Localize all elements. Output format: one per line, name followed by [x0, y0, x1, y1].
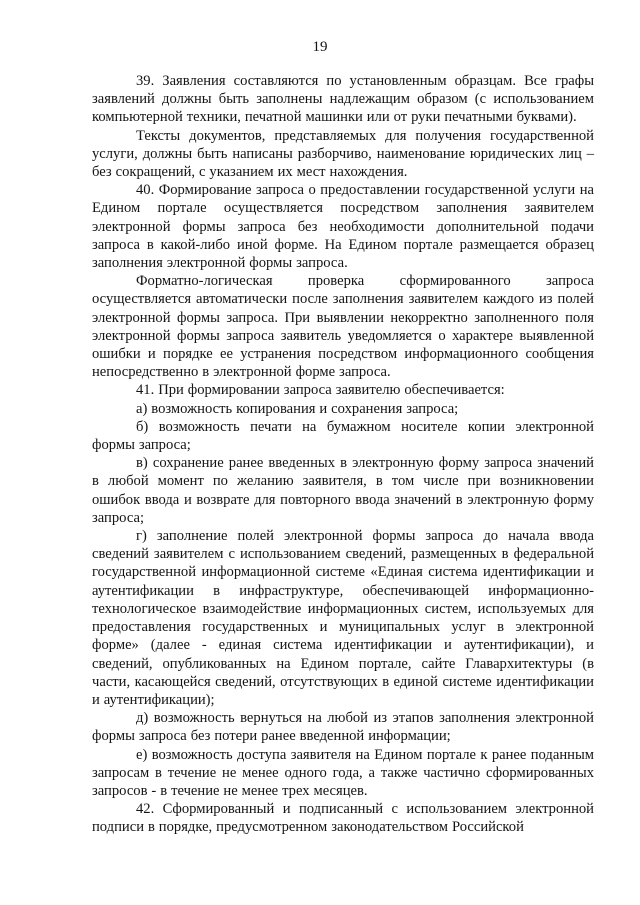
paragraph-42: 42. Сформированный и подписанный с использованием электронной подписи в порядке, предусмотренном законодательством Российской	[92, 801, 594, 836]
paragraph-texts-readability: Тексты документов, представляемых для получения государственной услуги, должны быть написаны разборчиво, наименование юридических лиц – без сокращений, с указанием их мест нахождения.	[92, 127, 594, 181]
list-item-b: б) возможность печати на бумажном носителе копии электронной формы запроса;	[92, 418, 594, 454]
paragraph-40: 40. Формирование запроса о предоставлении государственной услуги на Едином портале осуществляется посредством заполнения заявителем электронной формы запроса без необходимости дополнительной подачи запроса в какой-либо иной форме. На Едином портале размещается образец заполнения электронной формы запроса.	[92, 182, 594, 272]
document-body	[92, 72, 594, 837]
page-number: 19	[312, 39, 328, 55]
list-item-v: в) сохранение ранее введенных в электронную форму запроса значений в любой момент по желанию заявителя, в том числе при возникновении ошибок ввода и возврате для повторного ввода значений в электронную форму запроса;	[92, 455, 594, 526]
paragraph-format-logical-check: Форматно-логическая проверка сформированного запроса осуществляется автоматически после заполнения заявителем каждого из полей электронной формы запроса. При выявлении некорректно заполненного поля электронной формы запроса заявитель уведомляется о характере выявленной ошибки и порядке ее устранения посредством информационного сообщения непосредственно в электронной форме запроса.	[92, 273, 594, 381]
list-item-g: г) заполнение полей электронной формы запроса до начала ввода сведений заявителем с использованием сведений, размещенных в федеральной государственной информационной системе «Единая система идентификации и аутентификации в инфраструктуре, обеспечивающей информационно-технологическое взаимодействие информационных систем, используемых для предоставления государственных и муниципальных услуг в электронной форме» (далее - единая система идентификации и аутентификации), и сведений, опубликованных на Едином портале, сайте Главархитектуры (в части, касающейся сведений, отсутствующих в единой системе идентификации и аутентификации);	[92, 528, 594, 708]
paragraph-41: 41. При формировании запроса заявителю обеспечивается:	[136, 382, 505, 399]
paragraph-39: 39. Заявления составляются по установленным образцам. Все графы заявлений должны быть заполнены надлежащим образом (с использованием компьютерной техники, печатной машинки или от руки печатными буквами).	[92, 73, 594, 126]
list-item-a: а) возможность копирования и сохранения запроса;	[136, 400, 459, 417]
list-item-e: е) возможность доступа заявителя на Едином портале к ранее поданным запросам в течение не менее одного года, а также частично сформированных запросов - в течение не менее трех месяцев.	[92, 746, 594, 799]
list-item-d: д) возможность вернуться на любой из этапов заполнения электронной формы запроса без потери ранее введенной информации;	[92, 710, 594, 745]
